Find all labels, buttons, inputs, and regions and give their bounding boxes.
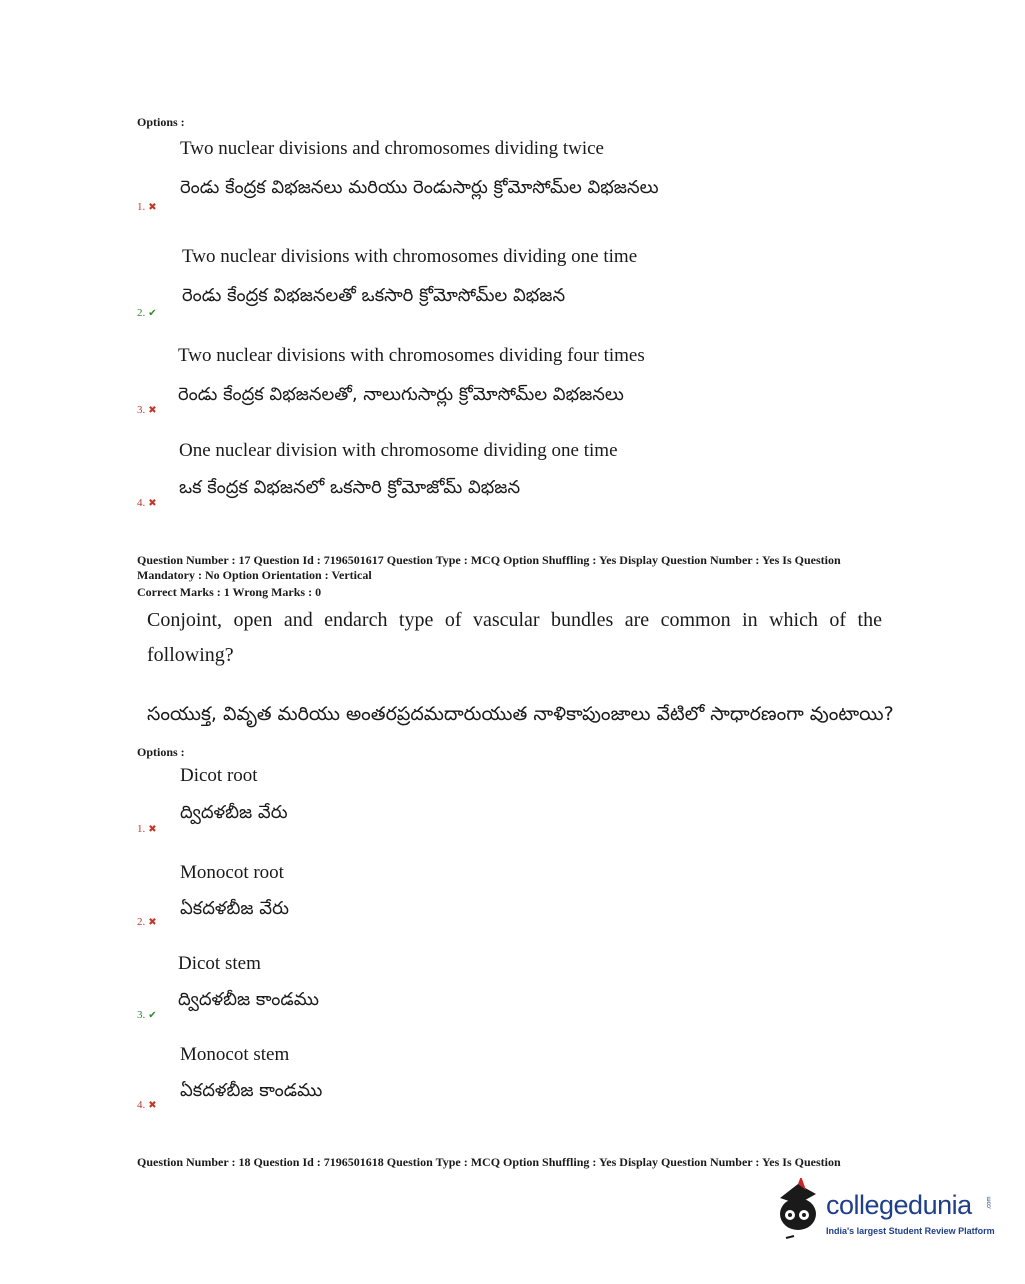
wrong-mark-icon: ✖ — [148, 1099, 157, 1111]
q17-marks: Correct Marks : 1 Wrong Marks : 0 — [137, 585, 322, 599]
logo-wordmark: collegedunia — [826, 1190, 972, 1220]
q16-option-2-en: Two nuclear divisions with chromosomes dividing one time — [182, 246, 638, 267]
q17-option-1-number: 1. ✖ — [137, 823, 157, 835]
check-mark-icon: ✔ — [148, 307, 157, 319]
wrong-mark-icon: ✖ — [148, 916, 157, 928]
q17-option-4-en: Monocot stem — [180, 1044, 290, 1065]
q17-option-4-te: ఏకదళబీజ కాండము — [180, 1080, 323, 1101]
student-mascot-icon — [770, 1178, 826, 1248]
logo-tagline: India's largest Student Review Platform — [826, 1226, 995, 1236]
q17-meta-line-2: Mandatory : No Option Orientation : Vertical — [137, 568, 372, 582]
q16-option-1-en: Two nuclear divisions and chromosomes dividing twice — [180, 138, 604, 159]
q17-question-te: సంయుక్త, వివృత మరియు అంతరప్రదమదారుయుత నాళికాపుంజాలు వేటిలో సాధారణంగా వుంటాయి? — [147, 703, 894, 725]
q16-option-1-number: 1. ✖ — [137, 201, 157, 213]
q17-option-3-number: 3. ✔ — [137, 1009, 157, 1021]
q16-option-4-en: One nuclear division with chromosome dividing one time — [179, 440, 618, 461]
logo-com: .com — [986, 1196, 993, 1210]
q16-option-3-number: 3. ✖ — [137, 404, 157, 416]
wrong-mark-icon: ✖ — [148, 201, 157, 213]
q16-options-label: Options : — [137, 115, 185, 129]
wrong-mark-icon: ✖ — [148, 497, 157, 509]
q16-option-3-te: రెండు కేంద్రక విభజనలతో, నాలుగుసార్లు క్రోమోసోమ్‌ల విభజనలు — [178, 384, 624, 405]
q16-option-3-en: Two nuclear divisions with chromosomes dividing four times — [178, 345, 645, 366]
q17-option-2-number: 2. ✖ — [137, 916, 157, 928]
q16-option-2-te: రెండు కేంద్రక విభజనలతో ఒకసారి క్రోమోసోమ్‌ల విభజన — [182, 285, 566, 306]
q17-option-2-en: Monocot root — [180, 862, 284, 883]
q16-option-1-te: రెండు కేంద్రక విభజనలు మరియు రెండుసార్లు క్రోమోసోమ్‌ల విభజనలు — [180, 177, 659, 198]
collegedunia-logo — [770, 1178, 995, 1248]
q17-option-1-te: ద్విదళబీజ వేరు — [180, 802, 288, 823]
wrong-mark-icon: ✖ — [148, 823, 157, 835]
q17-option-4-number: 4. ✖ — [137, 1099, 157, 1111]
q16-option-4-te: ఒక కేంద్రక విభజనలో ఒకసారి క్రోమోజోమ్ విభజన — [179, 477, 521, 498]
q17-option-3-te: ద్విదళబీజ కాండము — [178, 989, 320, 1010]
q17-question-en: Conjoint, open and endarch type of vascular bundles are common in which of the following? — [147, 609, 882, 666]
q16-option-4-number: 4. ✖ — [137, 497, 157, 509]
q17-option-2-te: ఏకదళబీజ వేరు — [180, 898, 289, 919]
q16-option-2-number: 2. ✔ — [137, 307, 157, 319]
q17-option-3-en: Dicot stem — [178, 953, 261, 974]
q17-meta-line-1: Question Number : 17 Question Id : 7196501617 Question Type : MCQ Option Shuffling : Yes Display Question Number : Yes Is Question — [137, 553, 841, 567]
q17-options-label: Options : — [137, 745, 185, 759]
q18-meta-line-1: Question Number : 18 Question Id : 7196501618 Question Type : MCQ Option Shuffling : Yes Display Question Number : Yes Is Question — [137, 1155, 841, 1169]
q17-option-1-en: Dicot root — [180, 765, 258, 786]
wrong-mark-icon: ✖ — [148, 404, 157, 416]
check-mark-icon: ✔ — [148, 1009, 157, 1021]
